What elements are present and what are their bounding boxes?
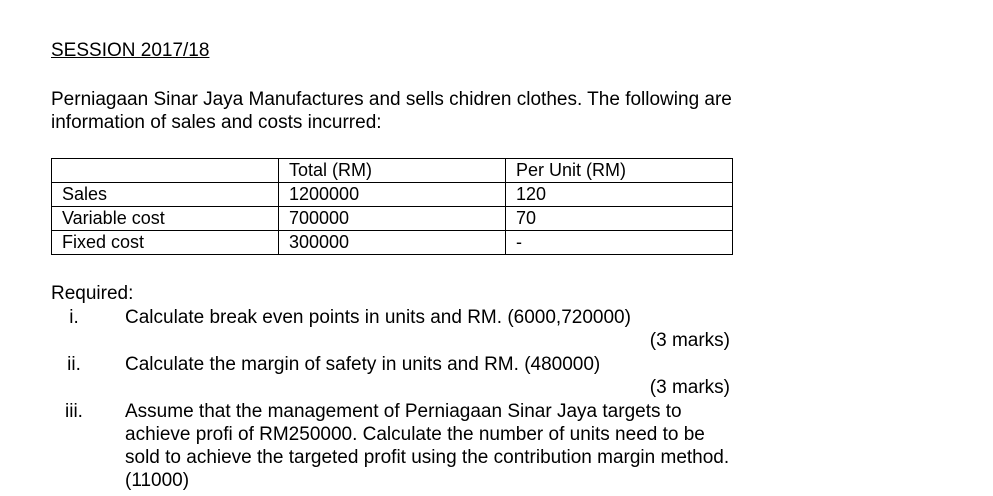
session-heading: SESSION 2017/18: [51, 40, 210, 61]
header-cell-per-unit: Per Unit (RM): [506, 159, 733, 183]
row-total: 700000: [279, 207, 506, 231]
required-label: Required:: [51, 283, 134, 304]
table-row: [52, 207, 733, 231]
row-total: 300000: [279, 231, 506, 255]
header-cell-empty: [52, 159, 279, 183]
question-text: Calculate the margin of safety in units and RM. (480000): [125, 354, 601, 375]
question-number: ii.: [67, 354, 81, 375]
table-row: [52, 183, 733, 207]
row-per-unit: -: [506, 231, 733, 255]
sales-cost-table: [51, 158, 733, 255]
table-header-row: [52, 159, 733, 183]
row-per-unit: 70: [506, 207, 733, 231]
row-total: 1200000: [279, 183, 506, 207]
question-text: Assume that the management of Perniagaan Sinar Jaya targets to achieve profi of RM250000. Calculate the number of units need to be sold to achieve the targeted profit using the contribution margin method. (11000): [125, 401, 730, 491]
question-item: [0, 306, 993, 329]
row-label: Sales: [52, 183, 279, 207]
header-cell-total: Total (RM): [279, 159, 506, 183]
marks-label: (3 marks): [649, 377, 730, 398]
row-per-unit: 120: [506, 183, 733, 207]
row-label: Fixed cost: [52, 231, 279, 255]
table-row: [52, 231, 733, 255]
row-label: Variable cost: [52, 207, 279, 231]
question-number: i.: [69, 307, 79, 328]
marks-label: (3 marks): [649, 330, 730, 351]
question-number: iii.: [65, 401, 83, 422]
question-text: Calculate break even points in units and RM. (6000,720000): [125, 307, 631, 328]
question-item: [0, 353, 993, 376]
intro-paragraph: Perniagaan Sinar Jaya Manufactures and sells chidren clothes. The following are information of sales and costs incurred:: [51, 89, 732, 133]
question-item: [0, 400, 993, 496]
